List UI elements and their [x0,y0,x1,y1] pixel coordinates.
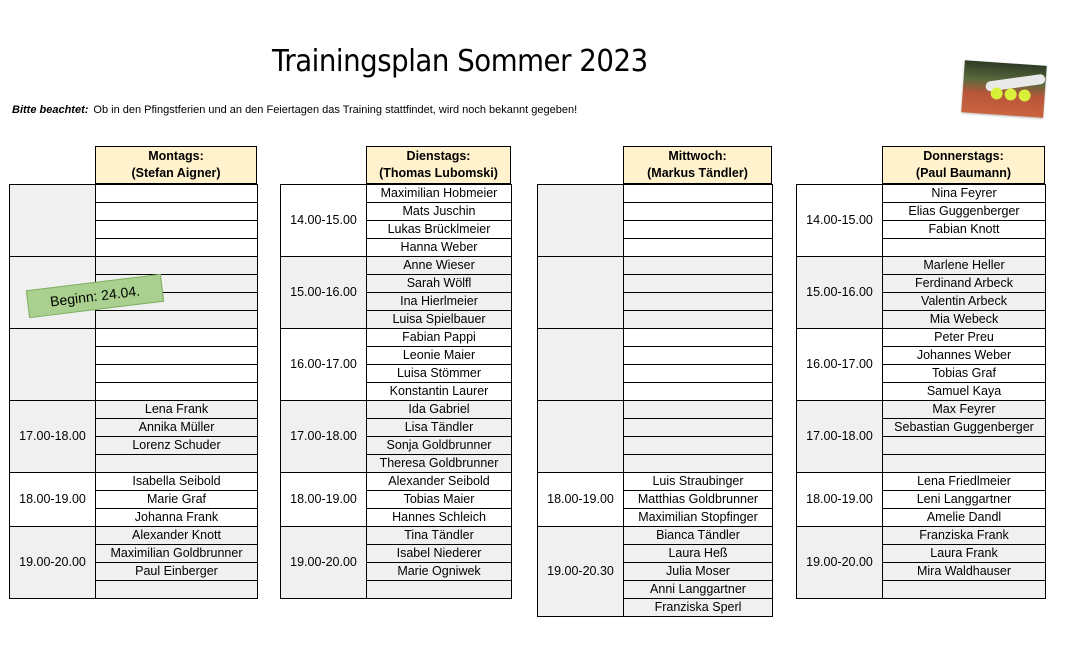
notice-label: Bitte beachtet: [12,104,89,116]
notice-text: Ob in den Pfingstferien und an den Feiertagen das Training stattfindet, wird noch bekannt gegeben! [93,104,578,116]
day-name: Mittwoch: [668,149,727,163]
table-row [538,401,773,419]
day-header [95,146,257,184]
participant-name [96,455,258,473]
start-date-banner: Beginn: 24.04. [26,274,164,318]
table-row [797,527,1046,545]
participant-name [624,347,773,365]
day-table [9,184,258,599]
participant-name [624,437,773,455]
time-slot: 19.00-20.00 [797,527,883,599]
time-slot: 19.00-20.00 [281,527,367,599]
participant-name: Paul Einberger [96,563,258,581]
day-name: Montags: [148,149,204,163]
participant-name [624,185,773,203]
participant-name: Elias Guggenberger [883,203,1046,221]
table-row [538,473,773,491]
participant-name: Sebastian Guggenberger [883,419,1046,437]
participant-name [96,581,258,599]
participant-name: Laura Heß [624,545,773,563]
trainer-name: (Stefan Aigner) [131,166,221,180]
participant-name [624,203,773,221]
time-slot: 17.00-18.00 [281,401,367,473]
table-row [281,401,512,419]
participant-name: Nina Feyrer [883,185,1046,203]
table-row [10,527,258,545]
time-slot: 16.00-17.00 [281,329,367,401]
day-name: Dienstags: [406,149,471,163]
trainer-name: (Markus Tändler) [647,166,748,180]
participant-name: Marlene Heller [883,257,1046,275]
table-row [281,473,512,491]
participant-name [624,275,773,293]
day-name: Donnerstags: [923,149,1004,163]
participant-name: Luis Straubinger [624,473,773,491]
day-header [623,146,772,184]
table-row [538,257,773,275]
participant-name [96,185,258,203]
participant-name: Annika Müller [96,419,258,437]
table-row [797,401,1046,419]
participant-name [883,437,1046,455]
participant-name: Fabian Knott [883,221,1046,239]
trainer-name: (Thomas Lubomski) [379,166,498,180]
participant-name: Laura Frank [883,545,1046,563]
participant-name: Alexander Knott [96,527,258,545]
participant-name [624,455,773,473]
participant-name: Sonja Goldbrunner [367,437,512,455]
participant-name [96,203,258,221]
participant-name: Lisa Tändler [367,419,512,437]
time-slot: 17.00-18.00 [10,401,96,473]
participant-name: Mats Juschin [367,203,512,221]
time-slot: 16.00-17.00 [797,329,883,401]
table-row [10,401,258,419]
participant-name: Mia Webeck [883,311,1046,329]
time-slot: 18.00-19.00 [10,473,96,527]
time-slot [538,329,624,401]
table-row [281,257,512,275]
participant-name: Lena Frank [96,401,258,419]
participant-name: Amelie Dandl [883,509,1046,527]
participant-name: Leni Langgartner [883,491,1046,509]
participant-name: Franziska Frank [883,527,1046,545]
table-row [797,329,1046,347]
table-row [538,527,773,545]
participant-name [624,401,773,419]
participant-name: Julia Moser [624,563,773,581]
participant-name [624,293,773,311]
participant-name: Hannes Schleich [367,509,512,527]
time-slot [10,329,96,401]
participant-name: Valentin Arbeck [883,293,1046,311]
table-row [10,329,258,347]
participant-name [624,257,773,275]
time-slot: 15.00-16.00 [797,257,883,329]
participant-name: Anne Wieser [367,257,512,275]
participant-name [96,347,258,365]
table-row [281,185,512,203]
participant-name: Konstantin Laurer [367,383,512,401]
participant-name: Lukas Brücklmeier [367,221,512,239]
participant-name: Fabian Pappi [367,329,512,347]
day-table [537,184,773,617]
time-slot: 18.00-19.00 [538,473,624,527]
participant-name: Ina Hierlmeier [367,293,512,311]
day-header [366,146,511,184]
table-row [281,527,512,545]
participant-name: Johannes Weber [883,347,1046,365]
participant-name: Theresa Goldbrunner [367,455,512,473]
participant-name [624,383,773,401]
participant-name: Tina Tändler [367,527,512,545]
table-row [797,185,1046,203]
participant-name [624,311,773,329]
participant-name [624,239,773,257]
time-slot: 19.00-20.00 [10,527,96,599]
participant-name [96,383,258,401]
participant-name [96,239,258,257]
time-slot: 15.00-16.00 [281,257,367,329]
participant-name [624,365,773,383]
participant-name: Anni Langgartner [624,581,773,599]
table-row [538,185,773,203]
participant-name: Lena Friedlmeier [883,473,1046,491]
participant-name: Samuel Kaya [883,383,1046,401]
time-slot: 17.00-18.00 [797,401,883,473]
participant-name: Matthias Goldbrunner [624,491,773,509]
participant-name: Ida Gabriel [367,401,512,419]
table-row [797,257,1046,275]
participant-name: Ferdinand Arbeck [883,275,1046,293]
time-slot: 14.00-15.00 [797,185,883,257]
participant-name: Marie Graf [96,491,258,509]
participant-name: Maximilian Hobmeier [367,185,512,203]
participant-name: Johanna Frank [96,509,258,527]
notice [12,104,577,116]
day-table [280,184,512,599]
participant-name: Tobias Graf [883,365,1046,383]
participant-name: Sarah Wölfl [367,275,512,293]
participant-name: Hanna Weber [367,239,512,257]
participant-name: Max Feyrer [883,401,1046,419]
participant-name [96,221,258,239]
participant-name: Franziska Sperl [624,599,773,617]
participant-name: Maximilian Goldbrunner [96,545,258,563]
tennis-photo [961,60,1046,118]
participant-name [96,257,258,275]
participant-name: Isabella Seibold [96,473,258,491]
participant-name [96,365,258,383]
participant-name: Peter Preu [883,329,1046,347]
time-slot: 19.00-20.30 [538,527,624,617]
participant-name: Tobias Maier [367,491,512,509]
table-row [10,257,258,275]
day-table [796,184,1046,599]
participant-name [883,581,1046,599]
participant-name [883,455,1046,473]
participant-name [96,311,258,329]
participant-name: Mira Waldhauser [883,563,1046,581]
participant-name [624,419,773,437]
participant-name: Maximilian Stopfinger [624,509,773,527]
participant-name [367,581,512,599]
time-slot: 14.00-15.00 [281,185,367,257]
day-header [882,146,1045,184]
time-slot [538,257,624,329]
participant-name [883,239,1046,257]
participant-name: Luisa Stömmer [367,365,512,383]
table-row [281,329,512,347]
time-slot [10,185,96,257]
time-slot: 18.00-19.00 [281,473,367,527]
trainer-name: (Paul Baumann) [915,166,1012,180]
participant-name [624,329,773,347]
participant-name: Alexander Seibold [367,473,512,491]
participant-name: Luisa Spielbauer [367,311,512,329]
table-row [797,473,1046,491]
time-slot [538,185,624,257]
time-slot [538,401,624,473]
page-title: Trainingsplan Sommer 2023 [272,44,648,79]
participant-name: Leonie Maier [367,347,512,365]
time-slot: 18.00-19.00 [797,473,883,527]
participant-name: Bianca Tändler [624,527,773,545]
participant-name [624,221,773,239]
participant-name: Isabel Niederer [367,545,512,563]
table-row [538,329,773,347]
participant-name [96,329,258,347]
participant-name: Lorenz Schuder [96,437,258,455]
table-row [10,473,258,491]
table-row [10,185,258,203]
participant-name: Marie Ogniwek [367,563,512,581]
